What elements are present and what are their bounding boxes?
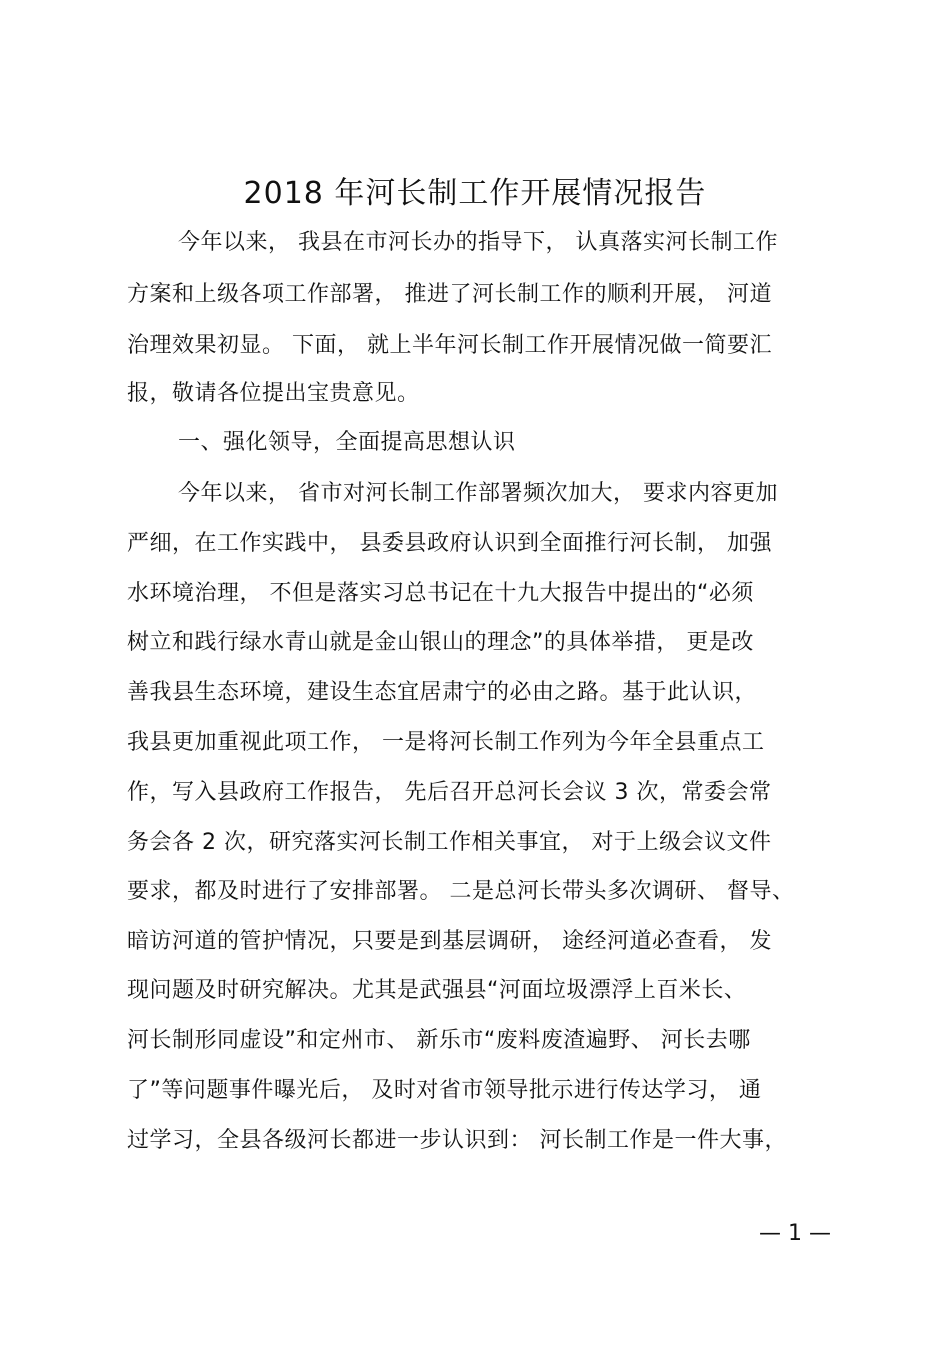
paragraph-line: 善我县生态环境，建设生态宜居肃宁的必由之路。基于此认识， — [127, 680, 758, 705]
paragraph-line: 今年以来， 省市对河长制工作部署频次加大， 要求内容更加 — [178, 481, 778, 506]
paragraph-line: 要求，都及时进行了安排部署。 二是总河长带头多次调研、 督导、 — [127, 879, 795, 904]
paragraph-line: 治理效果初显。 下面， 就上半年河长制工作开展情况做一简要汇 — [127, 333, 772, 358]
paragraph-line: 水环境治理， 不但是落实习总书记在十九大报告中提出的“必须 — [127, 581, 754, 606]
paragraph-line: 作，写入县政府工作报告， 先后召开总河长会议 3 次，常委会常 — [127, 780, 772, 805]
paragraph-line: 过学习，全县各级河长都进一步认识到： 河长制工作是一件大事， — [127, 1128, 787, 1153]
paragraph-line: 我县更加重视此项工作， 一是将河长制工作列为今年全县重点工 — [127, 730, 765, 755]
paragraph-line: 务会各 2 次，研究落实河长制工作相关事宜， 对于上级会议文件 — [127, 830, 772, 855]
paragraph-line: 严细，在工作实践中， 县委县政府认识到全面推行河长制， 加强 — [127, 531, 772, 556]
page-number: — 1 — — [759, 1221, 831, 1246]
paragraph-line: 今年以来， 我县在市河长办的指导下， 认真落实河长制工作 — [178, 230, 778, 255]
paragraph-line: 了”等问题事件曝光后， 及时对省市领导批示进行传达学习， 通 — [127, 1078, 762, 1103]
paragraph-line: 河长制形同虚设”和定州市、 新乐市“废料废渣遍野、 河长去哪 — [127, 1028, 751, 1053]
paragraph-line: 报，敬请各位提出宝贵意见。 — [127, 381, 420, 406]
paragraph-line: 树立和践行绿水青山就是金山银山的理念”的具体举措， 更是改 — [127, 630, 754, 655]
section-heading: 一、强化领导，全面提高思想认识 — [178, 430, 516, 455]
paragraph-line: 现问题及时研究解决。尤其是武强县“河面垃圾漂浮上百米长、 — [127, 978, 747, 1003]
paragraph-line: 暗访河道的管护情况，只要是到基层调研， 途经河道必查看， 发 — [127, 929, 772, 954]
paragraph-line: 方案和上级各项工作部署， 推进了河长制工作的顺利开展， 河道 — [127, 282, 772, 307]
document-title: 2018 年河长制工作开展情况报告 — [243, 176, 707, 211]
